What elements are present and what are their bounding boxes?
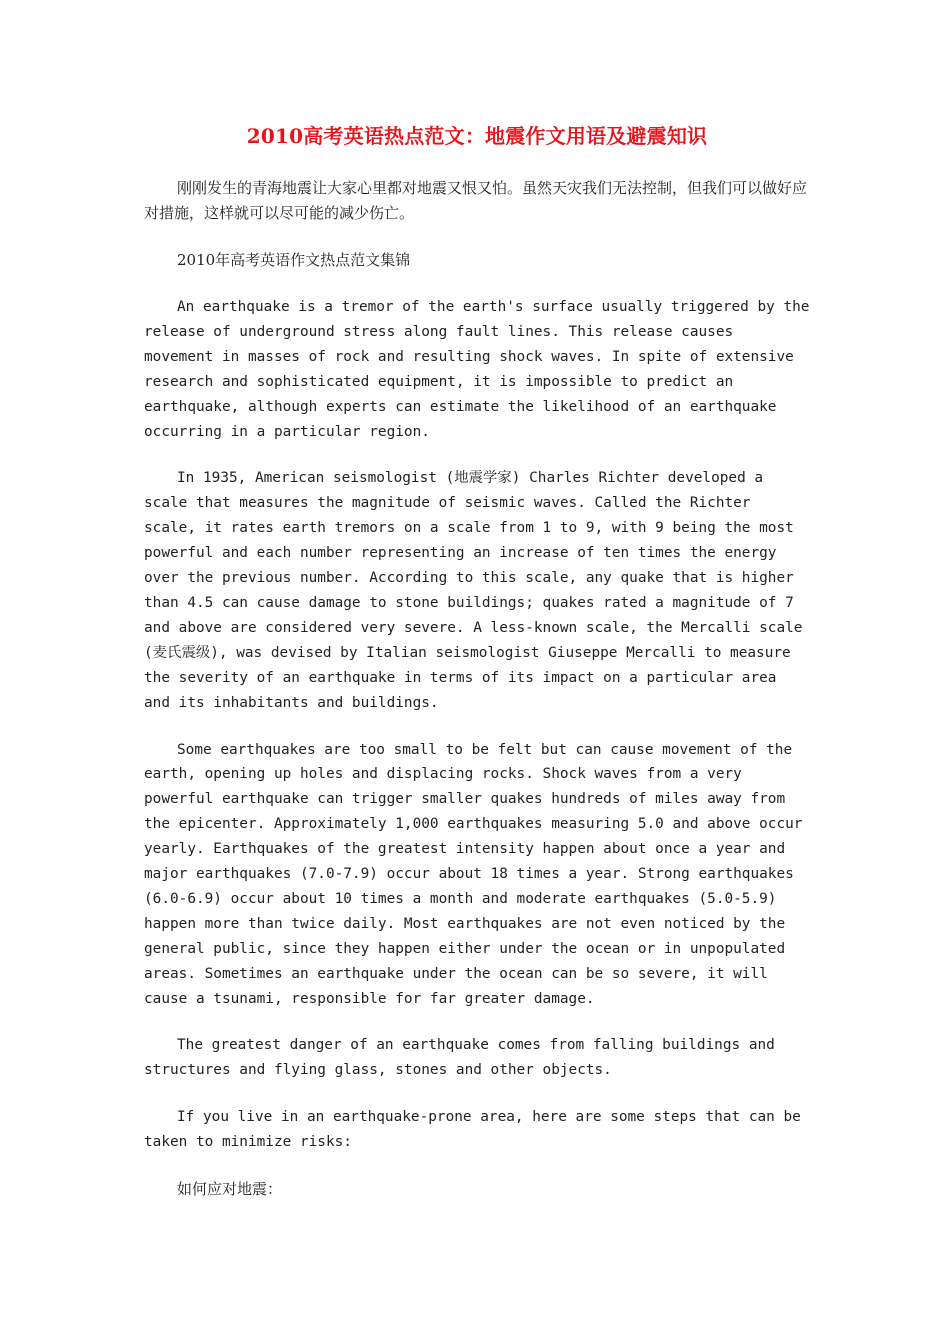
document-title: 2010高考英语热点范文：地震作文用语及避震知识	[246, 124, 708, 148]
document-page	[144, 120, 810, 1202]
collection-heading: 2010年高考英语作文热点范文集锦	[177, 251, 411, 269]
paragraph-richter-scale: In 1935, American seismologist (地震学家) Charles Richter developed a scale that measures the magnitude of seismic waves. Called the Richter scale, it rates earth tremors on a scale from 1 to 9, with 9 being the most powerful and each number representing an increase of ten times the energy over the previous number. According to this scale, any quake that is higher than 4.5 can cause damage to stone buildings; quakes rated a magnitude of 7 and above are considered very severe. A less-known scale, the Mercalli scale (麦氏震级), was devised by Italian seismologist Giuseppe Mercalli to measure the severity of an earthquake in terms of its impact on a particular area and its inhabitants and buildings.	[144, 470, 803, 711]
intro-paragraph: 刚刚发生的青海地震让大家心里都对地震又恨又怕。虽然天灾我们无法控制，但我们可以做好应对措施，这样就可以尽可能的减少伤亡。	[144, 179, 808, 222]
paragraph-earthquake-definition: An earthquake is a tremor of the earth's surface usually triggered by the release of underground stress along fault lines. This release causes movement in masses of rock and resulting shock waves. In spite of extensive research and sophisticated equipment, it is impossible to predict an earthquake, although experts can estimate the likelihood of an earthquake occurring in a particular region.	[144, 299, 810, 440]
paragraph-earthquake-frequency: Some earthquakes are too small to be felt but can cause movement of the earth, opening up holes and displacing rocks. Shock waves from a very powerful earthquake can trigger smaller quakes hundreds of miles away from the epicenter. Approximately 1,000 earthquakes measuring 5.0 and above occur yearly. Earthquakes of the greatest intensity happen about once a year and major earthquakes (7.0-7.9) occur about 18 times a year. Strong earthquakes (6.0-6.9) occur about 10 times a month and moderate earthquakes (5.0-5.9) happen more than twice daily. Most earthquakes are not even noticed by the general public, since they happen either under the ocean or in unpopulated areas. Sometimes an earthquake under the ocean can be so severe, it will cause a tsunami, responsible for far greater damage.	[144, 741, 803, 1007]
paragraph-greatest-danger: The greatest danger of an earthquake comes from falling buildings and structures and flying glass, stones and other objects.	[144, 1037, 775, 1079]
paragraph-minimize-risks: If you live in an earthquake-prone area, here are some steps that can be taken to minimize risks:	[144, 1109, 801, 1151]
section-heading-how-to-respond: 如何应对地震：	[177, 1180, 283, 1199]
